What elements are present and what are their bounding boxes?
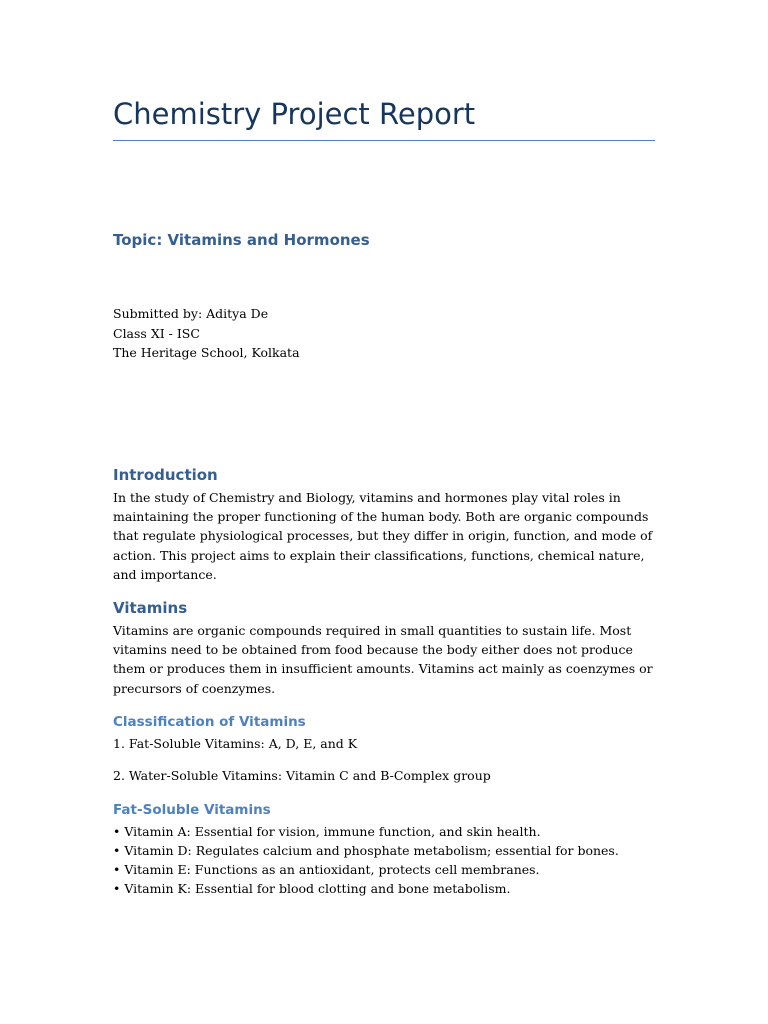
fat-soluble-heading: Fat-Soluble Vitamins <box>113 802 271 818</box>
fat-soluble-section <box>113 801 655 898</box>
list-item-vitamin-e: • Vitamin E: Functions as an antioxidant, protects cell membranes. <box>113 862 540 877</box>
document-title: Chemistry Project Report <box>113 96 655 141</box>
submission-details <box>113 304 300 363</box>
school-info: The Heritage School, Kolkata <box>113 345 300 360</box>
vitamins-section <box>113 598 655 698</box>
classification-item-water-soluble: 2. Water-Soluble Vitamins: Vitamin C and B-Complex group <box>113 768 491 783</box>
document-content <box>113 96 655 896</box>
classification-heading: Classification of Vitamins <box>113 714 306 730</box>
list-item-vitamin-d: • Vitamin D: Regulates calcium and phosphate metabolism; essential for bones. <box>113 843 619 858</box>
topic-heading: Topic: Vitamins and Hormones <box>113 231 370 249</box>
vitamins-text: Vitamins are organic compounds required in small quantities to sustain life. Most vitamins need to be obtained from food because the body either does not produce them or produces them in insufficient amounts. Vitamins act mainly as coenzymes or precursors of coenzymes. <box>113 623 653 696</box>
introduction-heading: Introduction <box>113 466 218 484</box>
list-item-vitamin-k: • Vitamin K: Essential for blood clotting and bone metabolism. <box>113 881 511 896</box>
introduction-text: In the study of Chemistry and Biology, vitamins and hormones play vital roles in maintaining the proper functioning of the human body. Both are organic compounds that regulate physiological processes, but they differ in origin, function, and mode of action. This project aims to explain their classifications, functions, chemical nature, and importance. <box>113 490 653 582</box>
introduction-section <box>113 465 655 584</box>
class-info: Class XI - ISC <box>113 325 200 341</box>
classification-section <box>113 713 655 785</box>
classification-item-fat-soluble: 1. Fat-Soluble Vitamins: A, D, E, and K <box>113 736 358 751</box>
submitted-by: Submitted by: Aditya De <box>113 306 269 321</box>
vitamins-heading: Vitamins <box>113 599 188 617</box>
list-item-vitamin-a: • Vitamin A: Essential for vision, immune function, and skin health. <box>113 824 541 839</box>
